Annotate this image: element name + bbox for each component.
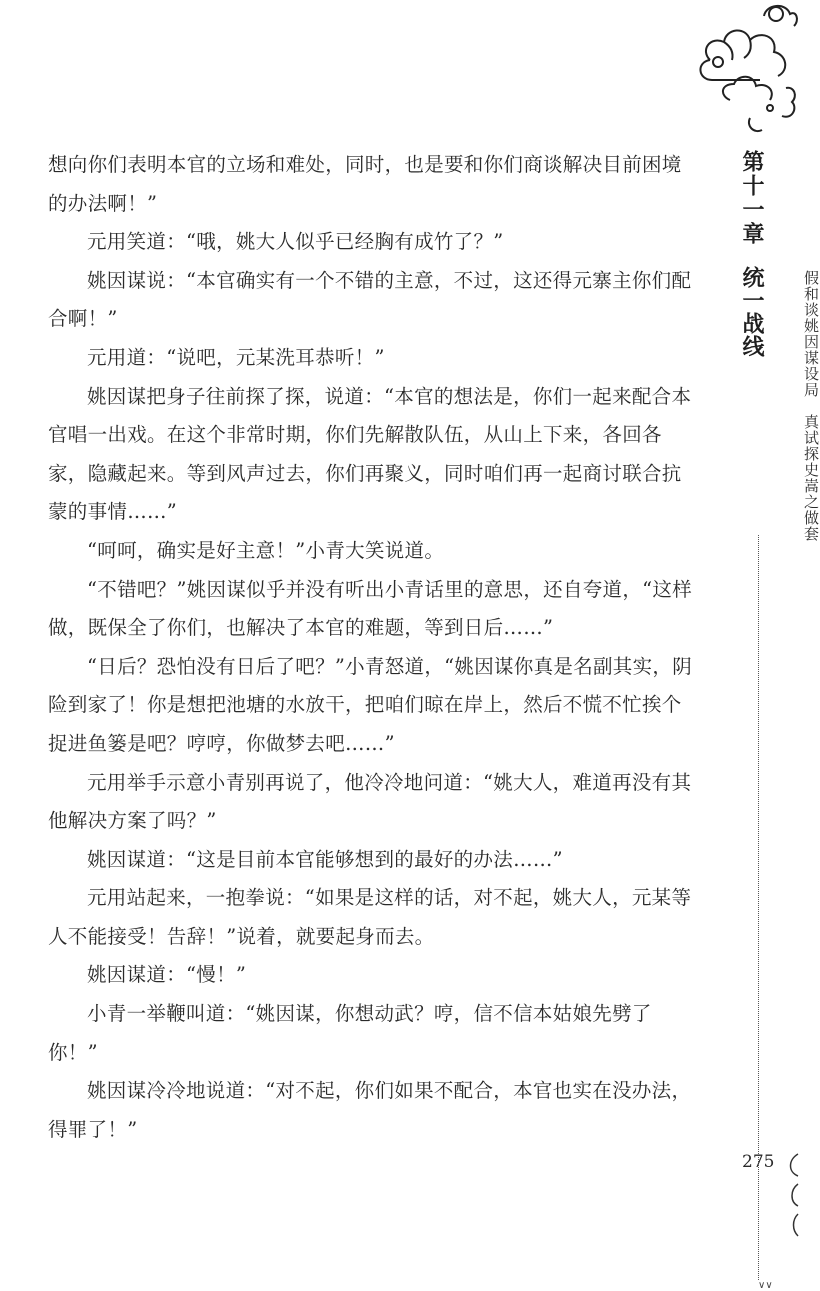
paragraph: “日后？恐怕没有日后了吧？”小青怒道，“姚因谋你真是名副其实，阴险到家了！你是想把池塘的水放干，把咱们晾在岸上，然后不慌不忙挨个捉进鱼篓是吧？哼哼，你做梦去吧……” xyxy=(48,654,693,755)
page-edge-ornament-icon xyxy=(784,1150,800,1243)
paragraph: “呵呵，确实是好主意！”小青大笑说道。 xyxy=(87,538,445,562)
paragraph: 姚因谋把身子往前探了探，说道：“本官的想法是，你们一起来配合本官唱一出戏。在这个非常时期，你们先解散队伍，从山上下来，各回各家，隐藏起来。等到风声过去，你们再聚义，同时咱们再一起商讨联合抗蒙的事情……” xyxy=(48,384,692,524)
paragraph: 元用举手示意小青别再说了，他冷冷地问道：“姚大人，难道再没有其他解决方案了吗？” xyxy=(48,770,692,833)
main-text xyxy=(48,146,698,1149)
paragraph: 姚因谋道：“慢！” xyxy=(87,963,247,987)
chapter-title: 统一战线 xyxy=(739,266,765,358)
chapter-number: 第十一章 xyxy=(739,150,765,246)
paragraph: 元用笑道：“哦，姚大人似乎已经胸有成竹了？” xyxy=(87,230,504,254)
paragraph: 姚因谋说：“本官确实有一个不错的主意，不过，这还得元寨主你们配合啊！” xyxy=(48,268,692,331)
section-subtitle: 假和谈姚因谋设局 真试探史嵩之做套 xyxy=(802,270,820,542)
paragraph: 元用站起来，一抱拳说：“如果是这样的话，对不起，姚大人，元某等人不能接受！告辞！”说着，就要起身而去。 xyxy=(48,886,692,948)
paragraph: 元用道：“说吧，元某洗耳恭听！” xyxy=(87,345,385,369)
cloud-ornament-icon xyxy=(690,0,800,140)
paragraph: 姚因谋道：“这是目前本官能够想到的最好的办法……” xyxy=(87,847,563,871)
page-number: 275 xyxy=(742,1152,775,1172)
chevron-down-icon: ∨∨ xyxy=(758,1280,773,1291)
paragraph: 姚因谋冷冷地说道：“对不起，你们如果不配合，本官也实在没办法，得罪了！” xyxy=(48,1079,692,1141)
paragraph: 想向你们表明本官的立场和难处，同时，也是要和你们商谈解决目前困境的办法啊！” xyxy=(48,153,682,215)
paragraph: 小青一举鞭叫道：“姚因谋，你想动武？哼，信不信本姑娘先劈了你！” xyxy=(48,1002,652,1064)
paragraph: “不错吧？”姚因谋似乎并没有听出小青话里的意思，还自夸道，“这样做，既保全了你们，也解决了本官的难题，等到日后……” xyxy=(48,577,693,640)
